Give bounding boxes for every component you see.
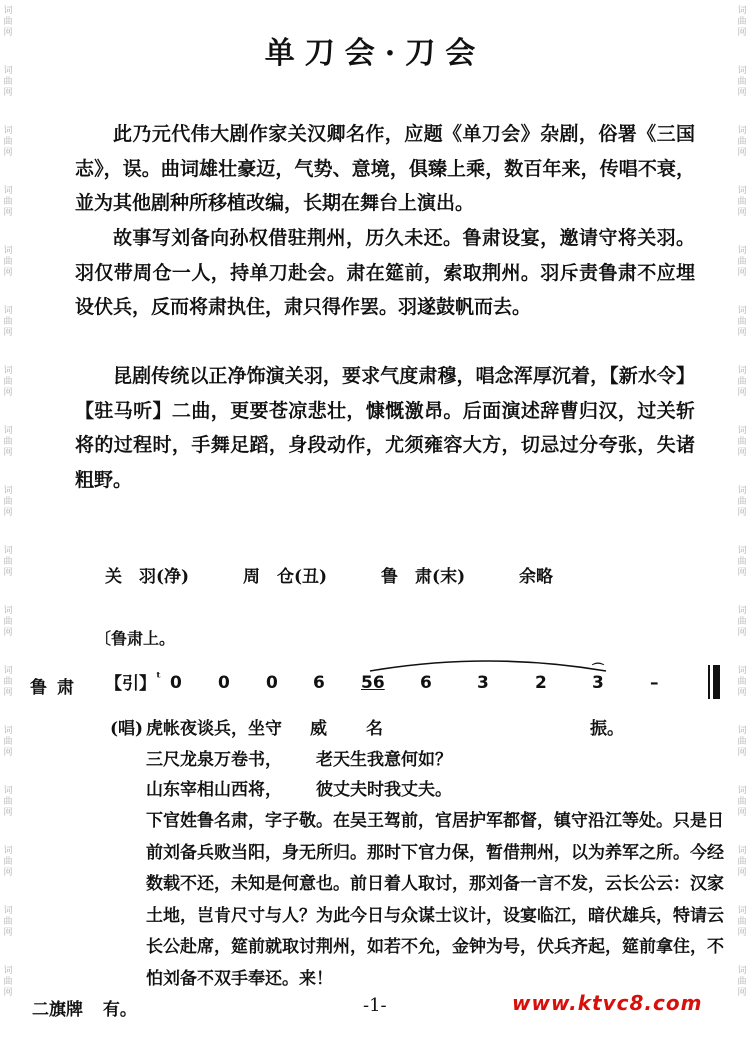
verse-line-1 <box>146 745 452 770</box>
fermata-mark: ⌒ <box>592 662 605 676</box>
intro-paragraph-2: 故事写刘备向孙权借驻荆州，历久未还。鲁肃设宴，邀请守将关羽。羽仅带周仓一人，持单刀赴会。肃在筵前，索取荆州。羽斥责鲁肃不应埋设伏兵，反而将肃执住，肃只得作罢。羽遂鼓帆而去。 <box>75 227 695 318</box>
side-watermark-text: 词 曲 网 <box>737 666 747 698</box>
note-underlined: 56 <box>361 673 385 693</box>
verse-2-second: 彼丈夫时我丈夫。 <box>316 780 452 800</box>
barline-thick <box>713 665 720 699</box>
verse-2-first: 山东宰相山西将， <box>146 780 282 800</box>
side-watermark-text: 词 曲 网 <box>3 126 13 158</box>
role-zhoucang: 周 仓(丑) <box>243 567 328 587</box>
sung-marker: (唱) <box>110 719 144 739</box>
side-watermark-text: 词 曲 网 <box>3 306 13 338</box>
last-line-text: 有。 <box>102 1000 137 1020</box>
side-watermark-text: 词 曲 网 <box>737 426 747 458</box>
sung-part-3: 名 <box>366 719 383 739</box>
mode-label: 【引】 <box>105 674 156 694</box>
side-watermark-text: 词 曲 网 <box>737 966 747 998</box>
side-watermark-text: 词 曲 网 <box>3 606 13 638</box>
role-guanyu: 关 羽(净) <box>105 567 190 587</box>
barline-thin <box>708 665 710 699</box>
notation-speaker: 鲁肃 <box>30 678 84 698</box>
intro-paragraph-1: 此乃元代伟大剧作家关汉卿名作，应题《单刀会》杂剧，俗署《三国志》，误。曲词雄壮豪迈，气势、意境，俱臻上乘，数百年来，传唱不衰，並为其他剧种所移植改编，长期在舞台上演出。 <box>75 123 695 214</box>
side-watermark-text: 词 曲 网 <box>737 786 747 818</box>
verse-line-2 <box>146 775 452 800</box>
side-watermark-text: 词 曲 网 <box>3 486 13 518</box>
side-watermark-text: 词 曲 网 <box>3 546 13 578</box>
website-watermark: www.ktvc8.com <box>512 991 703 1015</box>
note: 2 <box>535 673 547 693</box>
page-number: -1- <box>363 995 387 1016</box>
sung-part-1: 虎帐夜谈兵，坐守 <box>146 719 282 739</box>
note-dash: – <box>650 673 659 693</box>
side-watermark-text: 词 曲 网 <box>737 726 747 758</box>
sung-part-2: 威 <box>310 719 327 739</box>
side-watermark-text: 词 曲 网 <box>3 966 13 998</box>
side-watermark-text: 词 曲 网 <box>737 246 747 278</box>
side-watermark-text: 词 曲 网 <box>737 546 747 578</box>
note: 6 <box>420 673 432 693</box>
side-watermark-text: 词 曲 网 <box>3 666 13 698</box>
side-watermark-text: 词 曲 网 <box>3 186 13 218</box>
mode-mark: ᵗ <box>156 670 162 687</box>
side-watermark-text: 词 曲 网 <box>3 66 13 98</box>
side-watermark-text: 词 曲 网 <box>3 246 13 278</box>
last-line <box>32 995 137 1020</box>
side-watermark-text: 词 曲 网 <box>737 6 747 38</box>
role-lusu: 鲁 肃(末) <box>381 567 466 587</box>
role-others: 余略 <box>519 567 554 587</box>
side-watermark-text: 词 曲 网 <box>737 846 747 878</box>
page-title: 单刀会·刀会 <box>264 36 486 71</box>
side-watermark-text: 词 曲 网 <box>3 906 13 938</box>
note: 0 <box>266 673 278 693</box>
side-watermark-text: 词 曲 网 <box>3 846 13 878</box>
side-watermark-text: 词 曲 网 <box>737 306 747 338</box>
lusu-speech: 下官姓鲁名肃，字子敬。在吴王驾前，官居护军都督，镇守沿江等处。只是日前刘备兵败当阳，身无所归。那时下官力保，暂借荆州，以为养军之所。今经数载不还，未知是何意也。前日着人取讨，那刘备一言不发，云长公云：汉家土地，岂肯尺寸与人？为此今日与众谋士议计，设宴临江，暗伏雄兵，特请云长公赴席，筵前就取讨荆州，如若不允，金钟为号，伏兵齐起，筵前拿住，不怕刘备不双手奉还。来！ <box>146 811 724 989</box>
sung-part-4: 振。 <box>590 719 624 739</box>
side-watermark-text: 词 曲 网 <box>737 186 747 218</box>
intro-paragraph-3: 昆剧传统以正净饰演关羽，要求气度肃穆，唱念浑厚沉着，【新水令】【驻马听】二曲，更要苍凉悲壮，慷慨激昂。后面演述辞曹归汉，过关斩将的过程时，手舞足蹈，身段动作，尤须雍容大方，切忌过分夸张，失诸粗野。 <box>75 365 695 491</box>
stage-direction: 〔鲁肃上。 <box>95 629 176 648</box>
side-watermark-text: 词 曲 网 <box>737 486 747 518</box>
last-line-speaker: 二旗牌 <box>32 1000 83 1020</box>
role-list <box>105 562 601 587</box>
note: 0 <box>170 673 182 693</box>
side-watermark-text: 词 曲 网 <box>737 366 747 398</box>
side-watermark-text: 词 曲 网 <box>737 906 747 938</box>
side-watermark-text: 词 曲 网 <box>3 726 13 758</box>
note: 3 <box>592 673 604 693</box>
side-watermark-text: 词 曲 网 <box>3 426 13 458</box>
side-watermark-text: 词 曲 网 <box>737 606 747 638</box>
side-watermark-text: 词 曲 网 <box>3 6 13 38</box>
jianpu-notation-line <box>30 662 730 699</box>
notation-mode <box>105 669 161 694</box>
side-watermark-text: 词 曲 网 <box>3 366 13 398</box>
note: 6 <box>313 673 325 693</box>
note: 3 <box>477 673 489 693</box>
verse-1-first: 三尺龙泉万卷书， <box>146 750 282 770</box>
side-watermark-text: 词 曲 网 <box>3 786 13 818</box>
verse-1-second: 老天生我意何如？ <box>316 750 452 770</box>
slur-arc <box>368 657 608 673</box>
side-watermark-text: 词 曲 网 <box>737 66 747 98</box>
note: 0 <box>218 673 230 693</box>
side-watermark-text: 词 曲 网 <box>737 126 747 158</box>
